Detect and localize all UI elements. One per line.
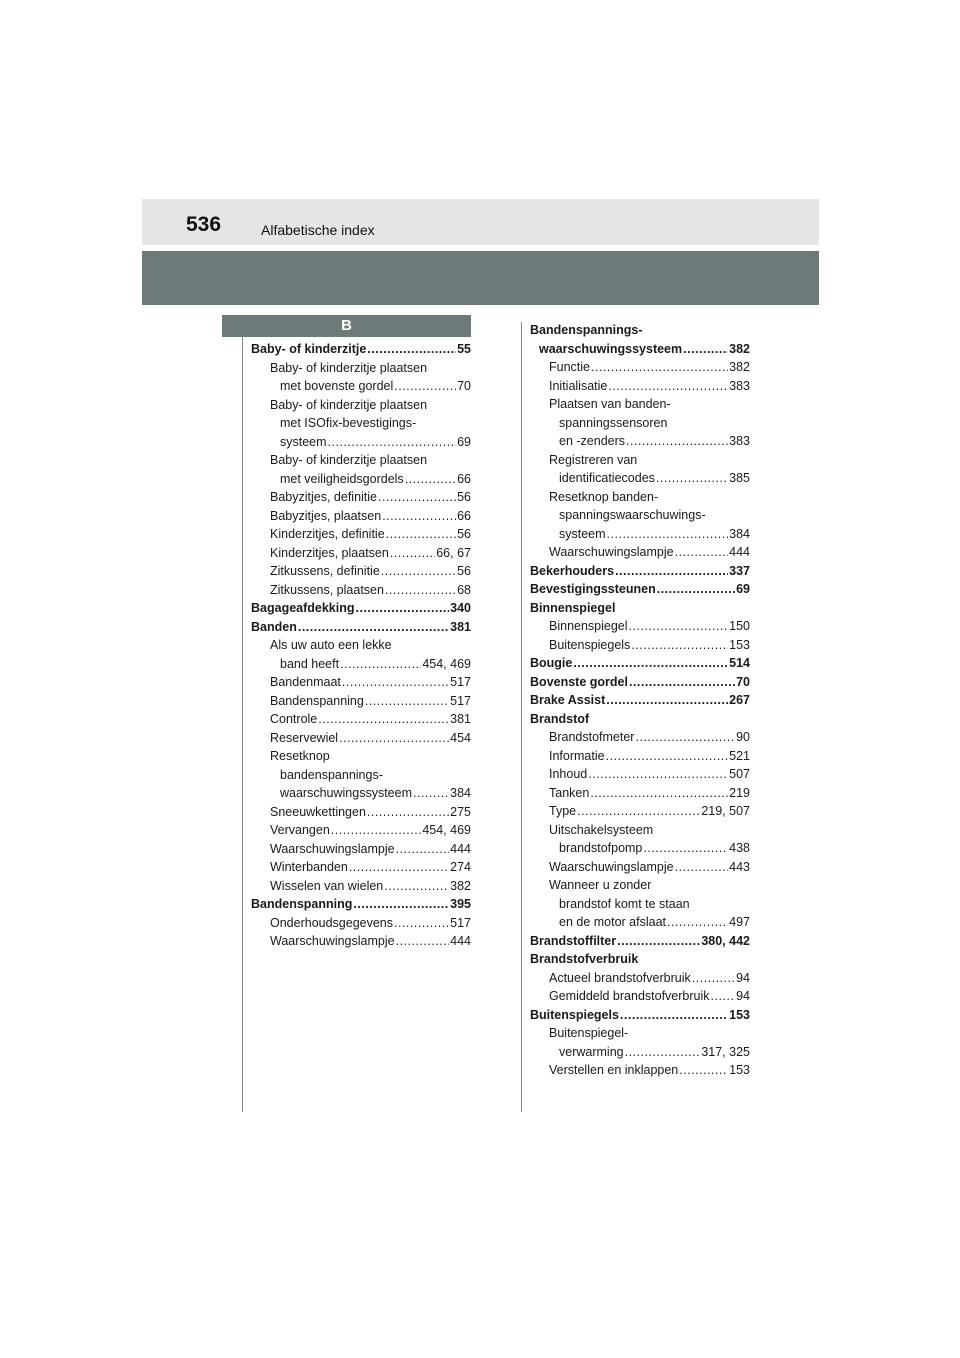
index-entry-label: Resetknop banden- xyxy=(549,489,659,504)
index-entry-label: Waarschuwingslampje xyxy=(549,859,674,874)
index-entry xyxy=(530,802,750,821)
index-entry-label: en de motor afslaat xyxy=(559,915,667,929)
dot-leader xyxy=(626,432,728,451)
index-entry-page: 454, 469 xyxy=(422,656,471,671)
index-entry-label: met bovenste gordel xyxy=(280,379,394,393)
index-entry-label: identificatiecodes xyxy=(559,471,655,485)
index-entry xyxy=(530,876,750,895)
dot-leader xyxy=(365,692,449,711)
index-entry-page: 381 xyxy=(450,619,471,634)
index-entry xyxy=(530,673,750,692)
index-entry-page: 517 xyxy=(450,675,471,689)
index-entry-page: 507 xyxy=(729,767,750,781)
dot-leader xyxy=(629,617,729,636)
index-entry xyxy=(530,395,750,414)
index-entry-label: Binnenspiegel xyxy=(549,619,628,633)
index-column-left xyxy=(251,340,471,951)
index-entry-label: Zitkussens, definitie xyxy=(270,564,380,578)
dot-leader xyxy=(606,747,729,766)
index-entry-page: 70 xyxy=(736,674,750,689)
dot-leader xyxy=(573,654,728,673)
index-entry-page: 56 xyxy=(457,527,471,541)
index-entry-page: 66, 67 xyxy=(436,545,471,560)
index-entry-page: 70 xyxy=(457,379,471,393)
index-entry xyxy=(530,562,750,581)
dot-leader xyxy=(413,784,449,803)
index-entry-page: 517 xyxy=(450,915,471,930)
index-entry xyxy=(530,414,750,433)
index-entry-label: Vervangen xyxy=(270,823,330,837)
index-entry xyxy=(251,803,471,822)
index-entry xyxy=(530,913,750,932)
index-entry xyxy=(251,840,471,859)
index-entry-page: 55 xyxy=(457,342,471,356)
dot-leader xyxy=(607,525,729,544)
index-entry xyxy=(530,710,750,729)
index-entry-page: 68 xyxy=(457,582,471,597)
header-band xyxy=(142,199,819,245)
dot-leader xyxy=(340,655,421,674)
index-entry-page: 380, 442 xyxy=(701,933,750,948)
index-entry-page: 438 xyxy=(729,841,750,855)
column-rule-left xyxy=(242,337,243,1112)
index-entry-label: systeem xyxy=(559,526,606,541)
index-entry xyxy=(251,525,471,544)
index-entry-page: 454 xyxy=(450,730,471,745)
index-entry-page: 69 xyxy=(457,434,471,449)
dot-leader xyxy=(385,581,456,600)
index-entry-label: Wanneer u zonder xyxy=(549,878,652,892)
index-entry-label: Kinderzitjes, plaatsen xyxy=(270,545,389,560)
index-entry xyxy=(251,396,471,415)
index-entry-label: Gemiddeld brandstofverbruik xyxy=(549,989,710,1003)
index-entry-page: 153 xyxy=(729,1063,750,1077)
dot-leader xyxy=(318,710,449,729)
dot-leader xyxy=(405,470,456,489)
dot-leader xyxy=(667,913,728,932)
index-entry xyxy=(530,969,750,988)
index-entry-label: Bevestigingssteunen xyxy=(530,582,656,596)
index-entry-label: Buitenspiegel- xyxy=(549,1026,629,1040)
index-entry-label: Type xyxy=(549,804,577,818)
dot-leader xyxy=(577,802,700,821)
dot-leader xyxy=(591,358,728,377)
dot-leader xyxy=(396,840,450,859)
index-entry xyxy=(251,562,471,581)
index-entry-label: Informatie xyxy=(549,748,605,763)
dot-leader xyxy=(675,858,729,877)
index-entry xyxy=(530,1043,750,1062)
index-entry xyxy=(251,747,471,766)
index-entry-page: 444 xyxy=(729,545,750,559)
decorative-band xyxy=(142,251,819,305)
dot-leader xyxy=(590,784,728,803)
index-entry-label: Initialisatie xyxy=(549,378,608,393)
dot-leader xyxy=(342,673,449,692)
index-entry-page: 94 xyxy=(736,989,750,1003)
index-entry xyxy=(251,784,471,803)
index-entry-label: met veiligheidsgordels xyxy=(280,471,404,486)
index-entry-page: 381 xyxy=(450,712,471,726)
dot-leader xyxy=(675,543,729,562)
dot-leader xyxy=(356,599,450,618)
index-entry xyxy=(251,340,471,359)
column-rule-right xyxy=(521,322,522,1112)
dot-leader xyxy=(692,969,735,988)
index-entry-label: Zitkussens, plaatsen xyxy=(270,582,384,597)
index-entry-label: spanningssensoren xyxy=(559,415,668,430)
index-entry-page: 90 xyxy=(736,730,750,744)
index-entry-label: Verstellen en inklappen xyxy=(549,1063,679,1077)
index-entry xyxy=(251,544,471,563)
index-entry-label: Babyzitjes, plaatsen xyxy=(270,508,382,523)
index-entry xyxy=(251,673,471,692)
index-entry xyxy=(251,914,471,933)
index-entry-label: Registreren van xyxy=(549,452,638,467)
index-entry xyxy=(530,451,750,470)
index-entry xyxy=(530,636,750,655)
dot-leader xyxy=(339,729,449,748)
index-entry-page: 66 xyxy=(457,508,471,523)
index-entry xyxy=(251,729,471,748)
index-entry-label: Bandenspannings- xyxy=(530,323,643,337)
index-entry-label: Tanken xyxy=(549,785,590,800)
index-entry-label: Bovenste gordel xyxy=(530,674,628,689)
index-entry-label: Bandenspanning xyxy=(270,693,364,708)
index-entry-label: band heeft xyxy=(280,656,340,671)
index-entry xyxy=(530,691,750,710)
dot-leader xyxy=(643,839,728,858)
index-entry-label: Buitenspiegels xyxy=(549,637,631,652)
index-entry xyxy=(530,728,750,747)
dot-leader xyxy=(331,821,422,840)
index-entry-label: Brandstofmeter xyxy=(549,730,635,744)
index-entry-label: Bandenspanning xyxy=(251,897,353,911)
index-entry-page: 382 xyxy=(729,341,750,356)
index-entry-page: 443 xyxy=(729,859,750,874)
index-entry-page: 395 xyxy=(450,897,471,911)
index-entry-label: Controle xyxy=(270,712,318,726)
index-entry-label: Actueel brandstofverbruik xyxy=(549,970,691,985)
index-entry xyxy=(251,877,471,896)
index-entry-label: Waarschuwingslampje xyxy=(270,841,395,856)
index-entry-page: 517 xyxy=(450,693,471,708)
index-entry xyxy=(530,377,750,396)
dot-leader xyxy=(615,562,728,581)
index-entry-label: Plaatsen van banden- xyxy=(549,397,671,411)
index-entry xyxy=(251,895,471,914)
index-entry xyxy=(251,488,471,507)
index-entry-page: 444 xyxy=(450,934,471,948)
dot-leader xyxy=(386,525,456,544)
dot-leader xyxy=(390,544,435,563)
index-entry xyxy=(530,765,750,784)
index-entry-page: 150 xyxy=(729,619,750,633)
index-entry xyxy=(530,599,750,618)
page-number: 536 xyxy=(186,213,222,236)
index-entry xyxy=(530,432,750,451)
index-entry xyxy=(530,358,750,377)
dot-leader xyxy=(625,1043,701,1062)
index-entry-label: Waarschuwingslampje xyxy=(549,545,674,559)
dot-leader xyxy=(711,987,736,1006)
index-entry xyxy=(251,932,471,951)
index-entry xyxy=(251,377,471,396)
index-entry-label: Baby- of kinderzitje plaatsen xyxy=(270,360,428,375)
index-entry xyxy=(530,1006,750,1025)
index-entry-label: Functie xyxy=(549,360,590,374)
index-entry xyxy=(530,506,750,525)
dot-leader xyxy=(656,469,728,488)
index-entry xyxy=(251,470,471,489)
dot-leader xyxy=(367,340,456,359)
dot-leader xyxy=(396,932,450,951)
index-entry-label: Bougie xyxy=(530,656,573,670)
index-entry-page: 454, 469 xyxy=(422,823,471,837)
index-entry-page: 56 xyxy=(457,490,471,504)
index-entry xyxy=(530,321,750,340)
index-entry-page: 337 xyxy=(729,563,750,578)
index-entry xyxy=(530,525,750,544)
index-entry-page: 521 xyxy=(729,748,750,763)
dot-leader xyxy=(606,691,728,710)
index-entry-page: 382 xyxy=(450,878,471,893)
index-entry xyxy=(530,821,750,840)
index-entry xyxy=(251,821,471,840)
index-entry-page: 274 xyxy=(450,860,471,874)
dot-leader xyxy=(657,580,735,599)
index-entry-label: Resetknop xyxy=(270,749,330,763)
index-entry-label: verwarming xyxy=(559,1044,624,1059)
index-entry-page: 384 xyxy=(729,526,750,541)
index-entry xyxy=(251,636,471,655)
dot-leader xyxy=(620,1006,728,1025)
index-entry xyxy=(251,451,471,470)
index-entry-page: 497 xyxy=(729,915,750,929)
dot-leader xyxy=(394,914,449,933)
index-entry-label: Wisselen van wielen xyxy=(270,878,384,893)
dot-leader xyxy=(384,877,449,896)
index-entry xyxy=(251,858,471,877)
index-entry xyxy=(251,599,471,618)
index-entry xyxy=(530,1024,750,1043)
index-entry-page: 514 xyxy=(729,656,750,670)
index-entry-label: Brandstoffilter xyxy=(530,933,617,948)
index-entry-label: Baby- of kinderzitje plaatsen xyxy=(270,397,428,412)
index-entry-label: waarschuwingssysteem xyxy=(280,786,412,800)
index-entry xyxy=(251,692,471,711)
index-entry-label: Reservewiel xyxy=(270,730,339,745)
index-entry-page: 382 xyxy=(729,360,750,374)
dot-leader xyxy=(635,728,735,747)
dot-leader xyxy=(298,618,449,637)
dot-leader xyxy=(683,340,728,359)
index-entry-label: Bandenmaat xyxy=(270,675,341,689)
index-entry-label: Babyzitjes, definitie xyxy=(270,490,378,504)
index-entry-page: 340 xyxy=(450,601,471,615)
index-entry-label: Inhoud xyxy=(549,767,588,781)
dot-leader xyxy=(679,1061,728,1080)
index-entry xyxy=(251,710,471,729)
index-entry-label: Winterbanden xyxy=(270,860,348,874)
index-entry xyxy=(530,1061,750,1080)
index-entry-page: 94 xyxy=(736,970,750,985)
index-entry-label: bandenspannings- xyxy=(280,767,383,782)
index-entry-label: Uitschakelsysteem xyxy=(549,822,654,837)
index-entry xyxy=(530,950,750,969)
index-entry-label: Baby- of kinderzitje plaatsen xyxy=(270,453,428,467)
index-entry xyxy=(530,617,750,636)
index-entry xyxy=(251,414,471,433)
index-entry xyxy=(530,839,750,858)
index-entry-label: Waarschuwingslampje xyxy=(270,934,395,948)
index-entry-label: Buitenspiegels xyxy=(530,1007,619,1022)
index-entry-page: 69 xyxy=(736,582,750,596)
index-entry xyxy=(530,469,750,488)
index-entry-label: Baby- of kinderzitje xyxy=(251,342,367,356)
index-entry-label: met ISOfix-bevestigings- xyxy=(280,416,417,430)
index-entry-page: 66 xyxy=(457,471,471,486)
index-entry-label: spanningswaarschuwings- xyxy=(559,508,706,522)
index-entry-page: 317, 325 xyxy=(701,1044,750,1059)
index-entry-label: en -zenders xyxy=(559,434,626,448)
index-entry-label: Brake Assist xyxy=(530,693,606,707)
index-entry xyxy=(251,581,471,600)
dot-leader xyxy=(378,488,456,507)
index-entry xyxy=(530,488,750,507)
index-entry xyxy=(251,359,471,378)
index-entry-label: Brandstof xyxy=(530,711,590,726)
dot-leader xyxy=(328,433,457,452)
index-letter-tab: B xyxy=(222,315,471,337)
index-entry-label: Binnenspiegel xyxy=(530,600,616,615)
index-entry-label: Bagageafdekking xyxy=(251,601,355,615)
index-entry xyxy=(530,340,750,359)
index-entry xyxy=(530,932,750,951)
index-entry-label: Onderhoudsgegevens xyxy=(270,915,394,930)
index-column-right xyxy=(530,321,750,1080)
dot-leader xyxy=(394,377,456,396)
index-entry-page: 219, 507 xyxy=(701,804,750,818)
index-entry-page: 275 xyxy=(450,804,471,819)
dot-leader xyxy=(382,507,456,526)
index-entry-label: systeem xyxy=(280,434,327,449)
index-entry-page: 384 xyxy=(450,786,471,800)
index-entry-label: Kinderzitjes, definitie xyxy=(270,527,385,541)
index-entry-label: Sneeuwkettingen xyxy=(270,804,366,819)
index-entry-label: Als uw auto een lekke xyxy=(270,638,392,652)
section-title: Alfabetische index xyxy=(261,222,375,238)
index-entry-page: 153 xyxy=(729,1007,750,1022)
dot-leader xyxy=(617,932,700,951)
index-entry xyxy=(530,858,750,877)
dot-leader xyxy=(367,803,449,822)
dot-leader xyxy=(588,765,728,784)
dot-leader xyxy=(631,636,728,655)
index-entry-label: Banden xyxy=(251,619,297,634)
index-entry-page: 267 xyxy=(729,693,750,707)
index-entry xyxy=(251,766,471,785)
dot-leader xyxy=(381,562,456,581)
dot-leader xyxy=(349,858,449,877)
index-entry-label: brandstof komt te staan xyxy=(559,896,690,911)
index-entry-page: 56 xyxy=(457,564,471,578)
index-entry xyxy=(530,747,750,766)
dot-leader xyxy=(353,895,449,914)
dot-leader xyxy=(629,673,735,692)
index-entry-label: brandstofpomp xyxy=(559,841,643,855)
index-entry-label: Brandstofverbruik xyxy=(530,952,639,966)
index-entry xyxy=(530,987,750,1006)
index-entry-page: 444 xyxy=(450,841,471,856)
index-entry-page: 219 xyxy=(729,785,750,800)
index-entry-page: 383 xyxy=(729,434,750,448)
index-entry xyxy=(530,895,750,914)
index-entry-page: 383 xyxy=(729,378,750,393)
index-entry xyxy=(530,580,750,599)
index-entry-label: Bekerhouders xyxy=(530,563,615,578)
index-entry xyxy=(251,655,471,674)
index-entry-label: waarschuwingssysteem xyxy=(539,341,683,356)
index-entry-page: 153 xyxy=(729,637,750,652)
index-entry xyxy=(251,433,471,452)
dot-leader xyxy=(608,377,728,396)
index-entry xyxy=(530,654,750,673)
index-entry xyxy=(530,784,750,803)
index-entry xyxy=(530,543,750,562)
index-entry xyxy=(251,507,471,526)
index-entry xyxy=(251,618,471,637)
index-entry-page: 385 xyxy=(729,471,750,485)
